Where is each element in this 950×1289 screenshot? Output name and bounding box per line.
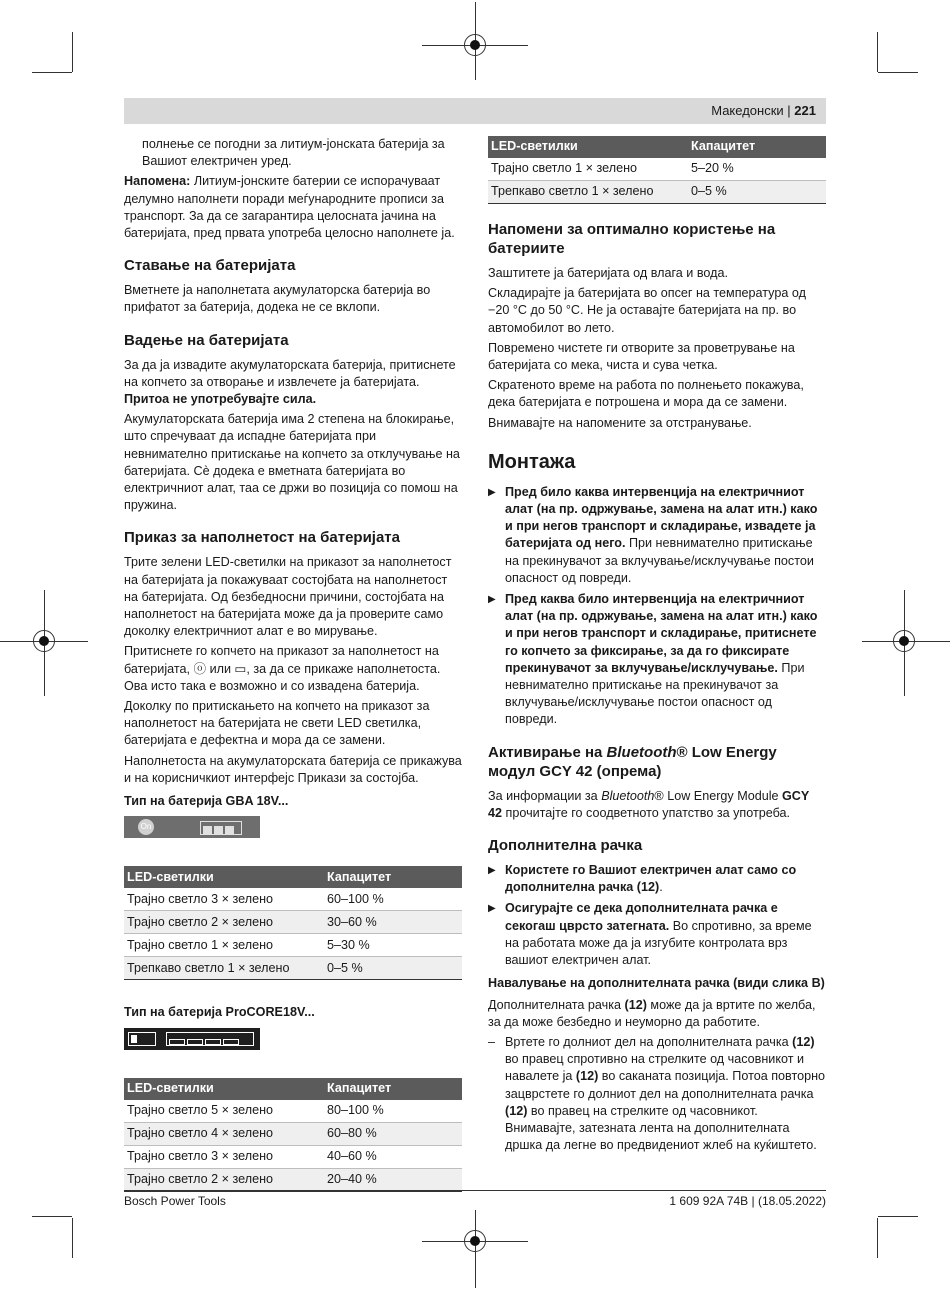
intro-paragraph: полнење се погодни за литиум-јонската батерија за Вашиот електричен уред.	[142, 137, 445, 169]
battery-level-bar-icon	[166, 1032, 254, 1046]
heading-battery-tips: Напомени за оптимално користење на батериите	[488, 221, 776, 257]
table-cell: Трајно светло 2 × зелено	[124, 1168, 324, 1191]
table-cell: Трајно светло 2 × зелено	[124, 911, 324, 934]
page-number: 221	[794, 103, 816, 118]
charge-paragraph-4: Наполнетоста на акумулаторската батерија се прикажува и на корисничкиот интерфејс Прикази за состојба.	[124, 753, 462, 785]
table-row	[124, 888, 462, 911]
registration-mark-icon	[464, 1230, 486, 1252]
table-cell: 80–100 %	[324, 1100, 462, 1123]
swivel-steps	[488, 1034, 826, 1154]
note-text: Литиум-јонските батерии се испорачуваат делумно наполнети поради меѓународните прописи за транспорт. За да се загарантира целосната јачина на батеријата, пред првата употреба целосно наполнете ја.	[124, 174, 455, 241]
on-button-icon: On	[138, 819, 154, 835]
table-cell: Трепкаво светло 1 × зелено	[488, 181, 688, 204]
crop-mark	[32, 1216, 72, 1217]
header-separator: |	[787, 103, 791, 118]
note-label: Напомена:	[124, 174, 191, 189]
table-header: Капацитет	[324, 1078, 462, 1100]
table-cell: 60–80 %	[324, 1122, 462, 1145]
left-column	[124, 136, 462, 1192]
footer-right: 1 609 92A 74B | (18.05.2022)	[669, 1194, 826, 1208]
charge-paragraph-3: Доколку по притискањето на копчето на приказот за наполнетост на батеријата не свети LED светилка, батеријата е дефектна и мора да се замени.	[124, 699, 430, 748]
tip-paragraph: Внимавајте на напомените за отстранување.	[488, 415, 752, 430]
handle-warnings	[488, 862, 826, 969]
swivel-paragraph: Дополнителната рачка (12) може да ја вртите по желба, за да може безбедно и неуморно да работите.	[488, 997, 816, 1029]
crop-mark	[878, 1216, 918, 1217]
table-cell: Трепкаво светло 1 × зелено	[124, 957, 324, 980]
heading-aux-handle: Дополнителна рачка	[488, 837, 643, 855]
heading-charge-indicator: Приказ за наполнетост на батеријата	[124, 529, 400, 547]
bluetooth-paragraph: За информации за Bluetooth® Low Energy Module GCY 42 прочитајте го соодветното упатство за употреба.	[488, 788, 810, 820]
insert-paragraph: Вметнете ја наполнетата акумулаторска батерија во прифатот за батерија, додека не се вклопи.	[124, 283, 431, 315]
tip-paragraph: Складирајте ја батеријата во опсег на температура од −20 °C до 50 °C. Не ја оставајте батеријата на пр. во автомобилот во лето.	[488, 286, 806, 335]
heading-assembly: Монтажа	[488, 450, 576, 473]
table-cell: 60–100 %	[324, 888, 462, 911]
table-cell: 30–60 %	[324, 911, 462, 934]
table-row	[124, 957, 462, 980]
registration-mark-icon	[33, 630, 55, 652]
table-row	[124, 911, 462, 934]
registration-mark-icon	[893, 630, 915, 652]
table-header: LED-светилки	[124, 866, 324, 888]
registration-mark-icon	[464, 34, 486, 56]
remove-text: За да ја извадите акумулаторската батерија, притиснете на копчето за отворање и извлечете ја батеријата.	[124, 357, 456, 389]
crop-mark	[878, 72, 918, 73]
table-cell: 0–5 %	[688, 181, 826, 204]
note-paragraph	[124, 173, 462, 242]
tip-paragraph: Скратеното време на работа по полнењето покажува, дека батеријата е потрошена и мора да се замени.	[488, 378, 804, 410]
list-item	[488, 484, 826, 587]
battery-gba-indicator-image	[124, 816, 260, 838]
table-cell: 40–60 %	[324, 1145, 462, 1168]
table-cell: Трајно светло 3 × зелено	[124, 1145, 324, 1168]
led-table-procore	[124, 1078, 462, 1192]
table-header: Капацитет	[688, 136, 826, 158]
assembly-warnings	[488, 484, 826, 729]
led-table-procore-continued	[488, 136, 826, 204]
charge-paragraph-1: Трите зелени LED-светилки на приказот за наполнетост на батеријата ја покажуваат состојбата на наполнетост на батеријата. Од безбедносни причини, состојбата на наполнетост на батеријата може да ја проверите само доколку електричниот алат е во мирување.	[124, 555, 452, 639]
table-cell: Трајно светло 3 × зелено	[124, 888, 324, 911]
crop-mark	[72, 1218, 73, 1258]
table-cell: Трајно светло 1 × зелено	[124, 934, 324, 957]
table-row	[124, 1122, 462, 1145]
table-cell: 5–20 %	[688, 158, 826, 181]
heading-remove-battery: Вадење на батеријата	[124, 331, 289, 349]
table-row	[124, 1100, 462, 1123]
charge-paragraph-2: Притиснете го копчето на приказот за наполнетост на батеријата, ⓞ или ▭, за да се прикаже наполнетоста. Ова исто така е возможно и со извадена батерија.	[124, 644, 441, 693]
list-item: ▶ Осигурајте се дека дополнителната рачка е секогаш цврсто затегната. Во спротивно, за време на работата може да ја изгубите контролата врз вашиот електричен алат.	[488, 900, 826, 969]
heading-insert-battery: Ставање на батеријата	[124, 257, 296, 275]
table-row	[488, 158, 826, 181]
remove-warning: Притоа не употребувајте сила.	[124, 392, 317, 407]
header-language: Македонски	[711, 103, 784, 118]
crop-mark	[877, 1218, 878, 1258]
warning-bold: Пред било каква интервенција на електричниот алат (на пр. одржување, замена на алат итн.) како и при негов транспорт и складирање, извадете ја батеријата од него.	[505, 484, 818, 551]
table-cell: Трајно светло 1 × зелено	[488, 158, 688, 181]
heading-swivel-handle: Навалување на дополнителната рачка (види слика B)	[488, 976, 825, 991]
footer-left: Bosch Power Tools	[124, 1194, 226, 1208]
table-row	[488, 181, 826, 204]
led-table-gba	[124, 866, 462, 980]
table-header: Капацитет	[324, 866, 462, 888]
table-header: LED-светилки	[488, 136, 688, 158]
heading-battery-type-procore: Тип на батерија ProCORE18V...	[124, 1005, 315, 1020]
table-cell: 0–5 %	[324, 957, 462, 980]
battery-cells-icon	[200, 821, 242, 835]
list-item: ▶ Користете го Вашиот електричен алат само со дополнителна рачка (12).	[488, 862, 826, 896]
right-column	[488, 136, 826, 1154]
tip-paragraph: Повремено чистете ги отворите за проветрување на батеријата со мека, чиста и сува четка.	[488, 340, 795, 373]
table-cell: Трајно светло 4 × зелено	[124, 1122, 324, 1145]
table-cell: 20–40 %	[324, 1168, 462, 1191]
table-cell: 5–30 %	[324, 934, 462, 957]
table-row	[124, 934, 462, 957]
table-row	[124, 1145, 462, 1168]
battery-button-icon	[128, 1032, 156, 1046]
tip-paragraph: Заштитете ја батеријата од влага и вода.	[488, 266, 728, 280]
list-item	[488, 591, 826, 729]
crop-mark	[32, 72, 72, 73]
table-row	[124, 1168, 462, 1191]
remove-paragraph	[124, 357, 462, 409]
locking-paragraph: Акумулаторската батерија има 2 степена на блокирање, што спречуваат да испадне батеријата при невнимателно притискање на копчето за отклучување на батеријата. Сè додека е вметната батеријата во електричниот алат, таа се држи во позиција со помош на пружина.	[124, 412, 460, 513]
page-footer	[124, 1190, 826, 1208]
battery-procore-indicator-image	[124, 1028, 260, 1050]
heading-bluetooth: Активирање на Bluetooth® Low Energy модул GCY 42 (опрема)	[488, 743, 777, 780]
table-cell: Трајно светло 5 × зелено	[124, 1100, 324, 1123]
crop-mark	[72, 32, 73, 72]
warning-text: При невнимателно притискање на прекинувачот за вклучување/исклучување постои опасност од повреди.	[505, 660, 805, 727]
crop-mark	[877, 32, 878, 72]
page-header	[124, 98, 826, 124]
table-header: LED-светилки	[124, 1078, 324, 1100]
list-item: – Вртете го долниот дел на дополнителната рачка (12) во правец спротивно на стрелките од часовникот и навалете ја (12) во саканата позиција. Потоа повторно зацврстете го долниот дел на дополнителната рачка (12) во правец на стрелките од часовникот. Внимавајте, затезната лента на дополнителната дршка да легне во предвидениот жлеб на куќиштето.	[488, 1034, 826, 1154]
warning-text: При невнимателно притискање на прекинувачот за вклучување/исклучување постои опасност од повреди.	[505, 536, 814, 585]
warning-bold: Пред каква било интервенција на електричниот алат (на пр. одржување, замена на алат итн.) како и при негов транспорт и складирање, притиснете го копчето за фиксирање, за да го фиксирате прекинувачот за вклучување/исклучување.	[505, 592, 818, 675]
heading-battery-type-gba: Тип на батерија GBA 18V...	[124, 794, 289, 809]
